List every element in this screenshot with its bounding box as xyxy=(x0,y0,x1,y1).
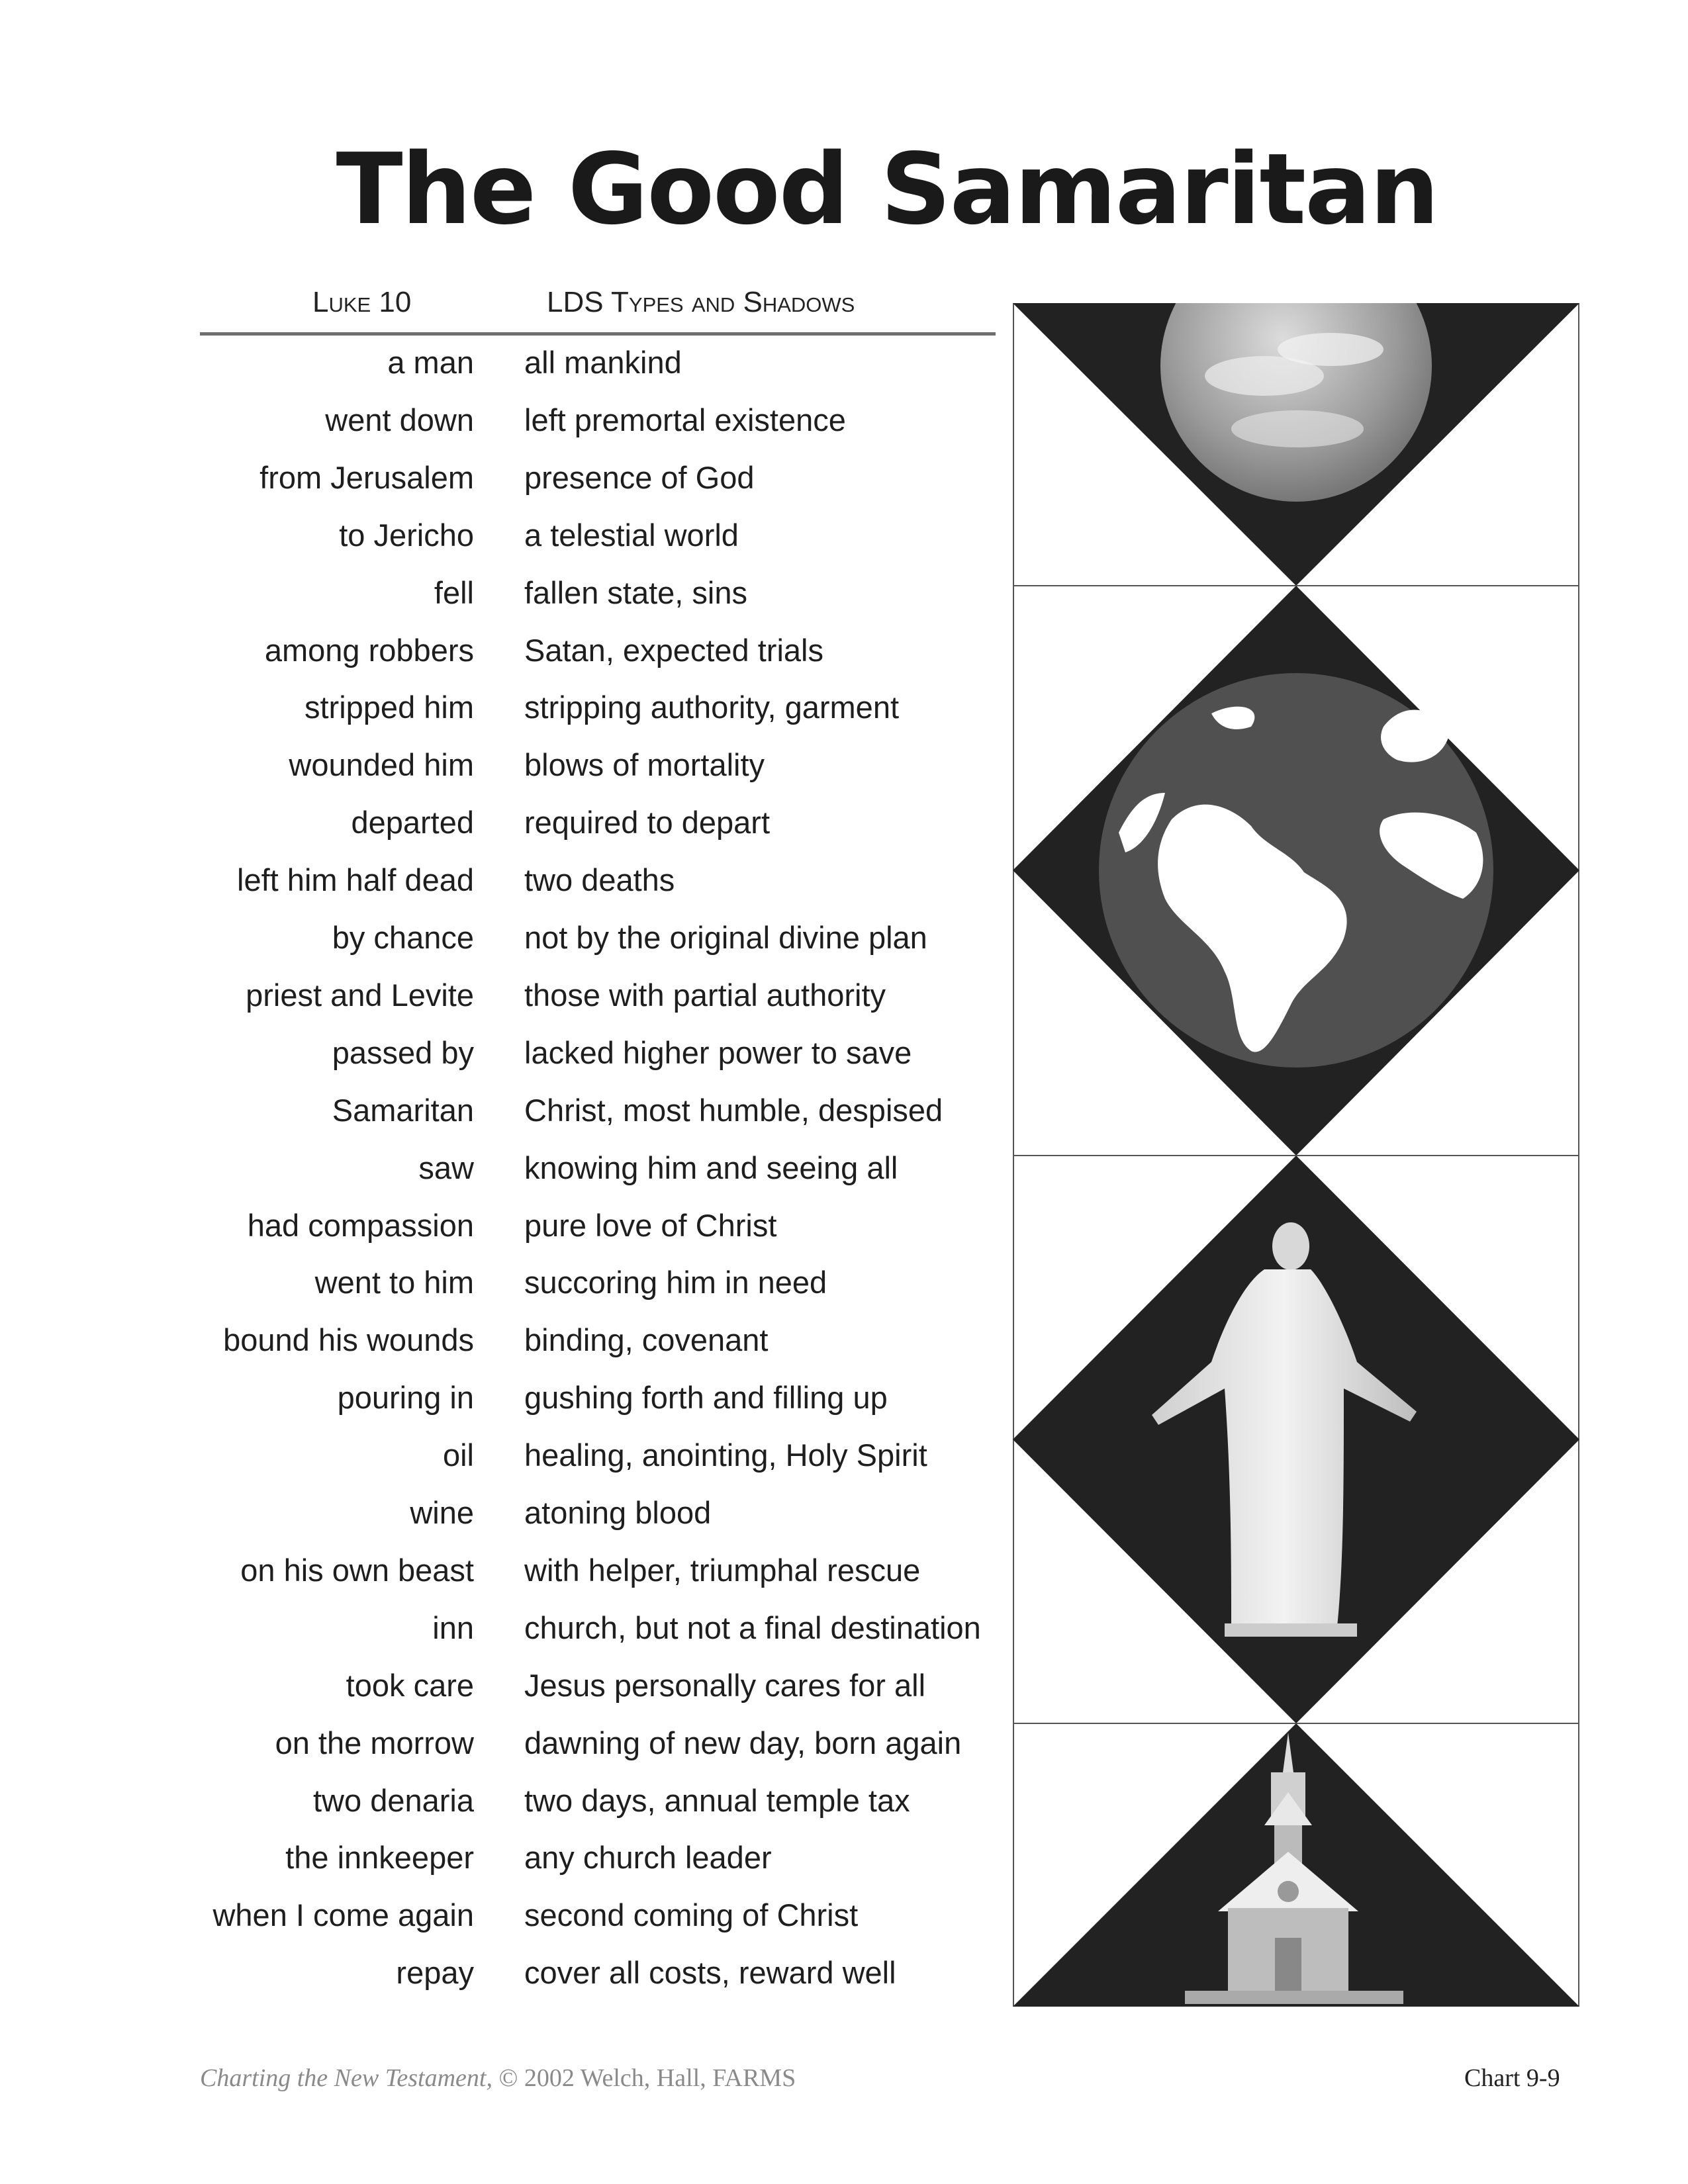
scripture-phrase: went to him xyxy=(314,1265,474,1300)
type-meaning: binding, covenant xyxy=(524,1322,769,1358)
column-header-luke: Luke 10 xyxy=(312,286,412,318)
earth-globe-icon xyxy=(1099,673,1493,1068)
type-meaning: knowing him and seeing all xyxy=(524,1150,898,1185)
scripture-phrase: a man xyxy=(387,345,474,380)
scripture-phrase: oil xyxy=(442,1437,474,1473)
type-meaning: presence of God xyxy=(524,459,755,495)
scripture-phrase: left him half dead xyxy=(237,862,474,898)
type-meaning: atoning blood xyxy=(524,1495,712,1530)
scripture-phrase: by chance xyxy=(332,920,474,955)
scripture-phrase: pouring in xyxy=(337,1380,474,1416)
scripture-phrase: inn xyxy=(432,1610,474,1645)
scripture-phrase: the innkeeper xyxy=(285,1840,474,1876)
scripture-phrase: stripped him xyxy=(305,690,474,725)
illustration-panel xyxy=(1013,303,1579,2007)
scripture-phrase: took care xyxy=(346,1667,474,1703)
type-meaning: Satan, expected trials xyxy=(524,632,823,668)
type-meaning: second coming of Christ xyxy=(524,1897,859,1933)
scripture-phrase: wounded him xyxy=(289,747,474,783)
footer-copyright: © 2002 Welch, Hall, FARMS xyxy=(492,2064,796,2092)
scripture-phrase: fell xyxy=(434,574,474,610)
scripture-phrase: passed by xyxy=(332,1034,474,1070)
type-meaning: a telestial world xyxy=(524,517,739,553)
scripture-phrase: wine xyxy=(410,1495,474,1530)
type-meaning: blows of mortality xyxy=(524,747,765,783)
type-meaning: lacked higher power to save xyxy=(524,1034,912,1070)
type-meaning: required to depart xyxy=(524,805,771,841)
scripture-phrase: went down xyxy=(325,402,474,437)
scripture-phrase: from Jerusalem xyxy=(259,459,474,495)
type-meaning: church, but not a final destination xyxy=(524,1610,981,1645)
type-meaning: gushing forth and filling up xyxy=(524,1380,888,1416)
type-meaning: two days, annual temple tax xyxy=(524,1782,910,1818)
column-header-types: LDS Types and Shadows xyxy=(547,286,855,318)
scripture-phrase: two denaria xyxy=(313,1782,474,1818)
chart-number: Chart 9-9 xyxy=(1464,2064,1560,2092)
scripture-phrase: had compassion xyxy=(247,1207,474,1243)
type-meaning: cover all costs, reward well xyxy=(524,1955,896,1991)
type-meaning: any church leader xyxy=(524,1840,772,1876)
page-title: The Good Samaritan xyxy=(336,132,1438,246)
type-meaning: two deaths xyxy=(524,862,675,898)
type-meaning: not by the original divine plan xyxy=(524,920,927,955)
type-meaning: dawning of new day, born again xyxy=(524,1725,962,1760)
scripture-phrase: saw xyxy=(418,1150,474,1185)
footer-citation xyxy=(200,2064,796,2093)
scripture-phrase: among robbers xyxy=(264,632,474,668)
type-meaning: healing, anointing, Holy Spirit xyxy=(524,1437,927,1473)
scripture-phrase: on the morrow xyxy=(275,1725,474,1760)
type-meaning: with helper, triumphal rescue xyxy=(524,1552,921,1588)
type-meaning: pure love of Christ xyxy=(524,1207,777,1243)
footer-book-title: Charting the New Testament, xyxy=(200,2064,492,2092)
type-meaning: Jesus personally cares for all xyxy=(524,1667,926,1703)
scripture-phrase: repay xyxy=(396,1955,474,1991)
scripture-phrase: bound his wounds xyxy=(223,1322,474,1358)
scripture-phrase: Samaritan xyxy=(332,1092,474,1128)
scripture-phrase: to Jericho xyxy=(339,517,474,553)
type-meaning: fallen state, sins xyxy=(524,574,748,610)
type-meaning: all mankind xyxy=(524,345,682,380)
scripture-phrase: when I come again xyxy=(212,1897,474,1933)
header-divider xyxy=(200,332,996,336)
type-meaning: succoring him in need xyxy=(524,1265,827,1300)
type-meaning: stripping authority, garment xyxy=(524,690,900,725)
type-meaning: those with partial authority xyxy=(524,977,886,1013)
type-meaning: left premortal existence xyxy=(524,402,846,437)
scripture-phrase: on his own beast xyxy=(240,1552,474,1588)
scripture-phrase: priest and Levite xyxy=(246,977,474,1013)
scripture-phrase: departed xyxy=(351,805,474,841)
type-meaning: Christ, most humble, despised xyxy=(524,1092,943,1128)
